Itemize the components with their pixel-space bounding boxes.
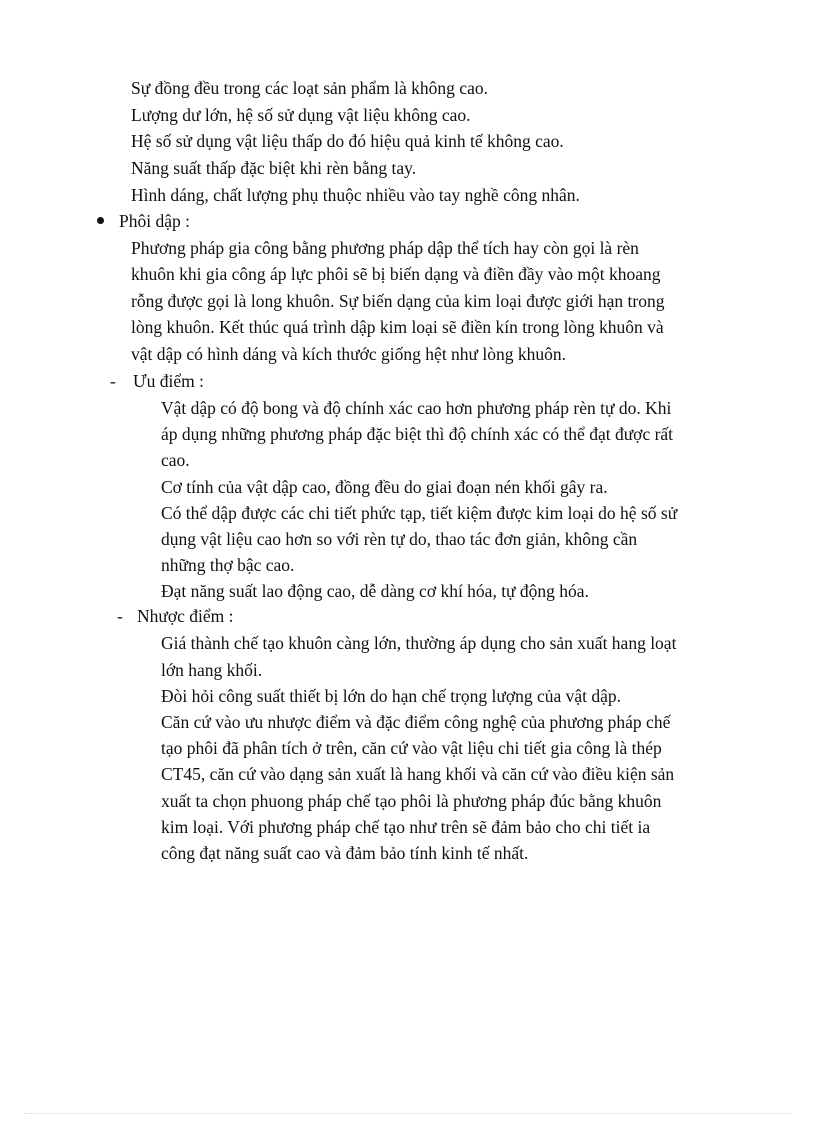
disadvantage-line: Căn cứ vào ưu nhược điểm và đặc điểm công nghệ của phương pháp chế — [161, 712, 671, 732]
section-heading: Phôi dập : — [119, 211, 190, 231]
page-bottom-divider — [24, 1113, 792, 1114]
bullet-icon — [97, 217, 104, 224]
intro-line: Hệ số sử dụng vật liệu thấp do đó hiệu quả kinh tế không cao. — [131, 131, 564, 151]
advantage-line: dụng vật liệu cao hơn so với rèn tự do, thao tác đơn giản, không cần — [161, 529, 638, 549]
advantage-line: những thợ bậc cao. — [161, 555, 295, 575]
paragraph-line: vật dập có hình dáng và kích thước giống hệt như lòng khuôn. — [131, 344, 567, 364]
disadvantage-line: Đòi hỏi công suất thiết bị lớn do hạn chế trọng lượng của vật dập. — [161, 686, 622, 706]
advantage-line: Cơ tính của vật dập cao, đồng đều do giai đoạn nén khối gây ra. — [161, 477, 608, 497]
disadvantage-line: CT45, căn cứ vào dạng sản xuất là hang khối và căn cứ vào điều kiện sản — [161, 764, 675, 784]
paragraph-line: rỗng được gọi là long khuôn. Sự biến dạng của kim loại được giới hạn trong — [131, 291, 665, 311]
dash-marker: - — [117, 606, 123, 626]
advantage-line: cao. — [161, 450, 190, 470]
intro-line: Năng suất thấp đặc biệt khi rèn bằng tay. — [131, 158, 417, 178]
paragraph-line: khuôn khi gia công áp lực phôi sẽ bị biến dạng và điền đầy vào một khoang — [131, 264, 661, 284]
advantage-line: Vật dập có độ bong và độ chính xác cao hơn phương pháp rèn tự do. Khi — [161, 398, 672, 418]
advantages-heading: Ưu điểm : — [133, 371, 204, 391]
intro-line: Sự đồng đều trong các loạt sản phẩm là không cao. — [131, 78, 488, 98]
disadvantage-line: lớn hang khối. — [161, 660, 263, 680]
intro-line: Lượng dư lớn, hệ số sử dụng vật liệu không cao. — [131, 105, 471, 125]
disadvantage-line: Giá thành chế tạo khuôn càng lớn, thường áp dụng cho sản xuất hang loạt — [161, 633, 677, 653]
paragraph-line: lòng khuôn. Kết thúc quá trình dập kim loại sẽ điền kín trong lòng khuôn và — [131, 317, 664, 337]
dash-marker: - — [110, 371, 116, 391]
intro-line: Hình dáng, chất lượng phụ thuộc nhiều vào tay nghề công nhân. — [131, 185, 580, 205]
disadvantage-line: xuất ta chọn phuong pháp chế tạo phôi là phương pháp đúc bằng khuôn — [161, 791, 662, 811]
advantage-line: Đạt năng suất lao động cao, dễ dàng cơ khí hóa, tự động hóa. — [161, 581, 589, 601]
advantage-line: áp dụng những phương pháp đặc biệt thì độ chính xác có thể đạt được rất — [161, 424, 674, 444]
disadvantage-line: tạo phôi đã phân tích ở trên, căn cứ vào vật liệu chi tiết gia công là thép — [161, 738, 662, 758]
disadvantage-line: công đạt năng suất cao và đảm bảo tính kinh tế nhất. — [161, 843, 529, 863]
advantage-line: Có thể dập được các chi tiết phức tạp, tiết kiệm được kim loại do hệ số sử — [161, 503, 678, 523]
paragraph-line: Phương pháp gia công bằng phương pháp dập thể tích hay còn gọi là rèn — [131, 238, 639, 258]
disadvantage-line: kim loại. Với phương pháp chế tạo như trên sẽ đảm bảo cho chi tiết ia — [161, 817, 651, 837]
disadvantages-heading: Nhược điểm : — [137, 606, 234, 626]
